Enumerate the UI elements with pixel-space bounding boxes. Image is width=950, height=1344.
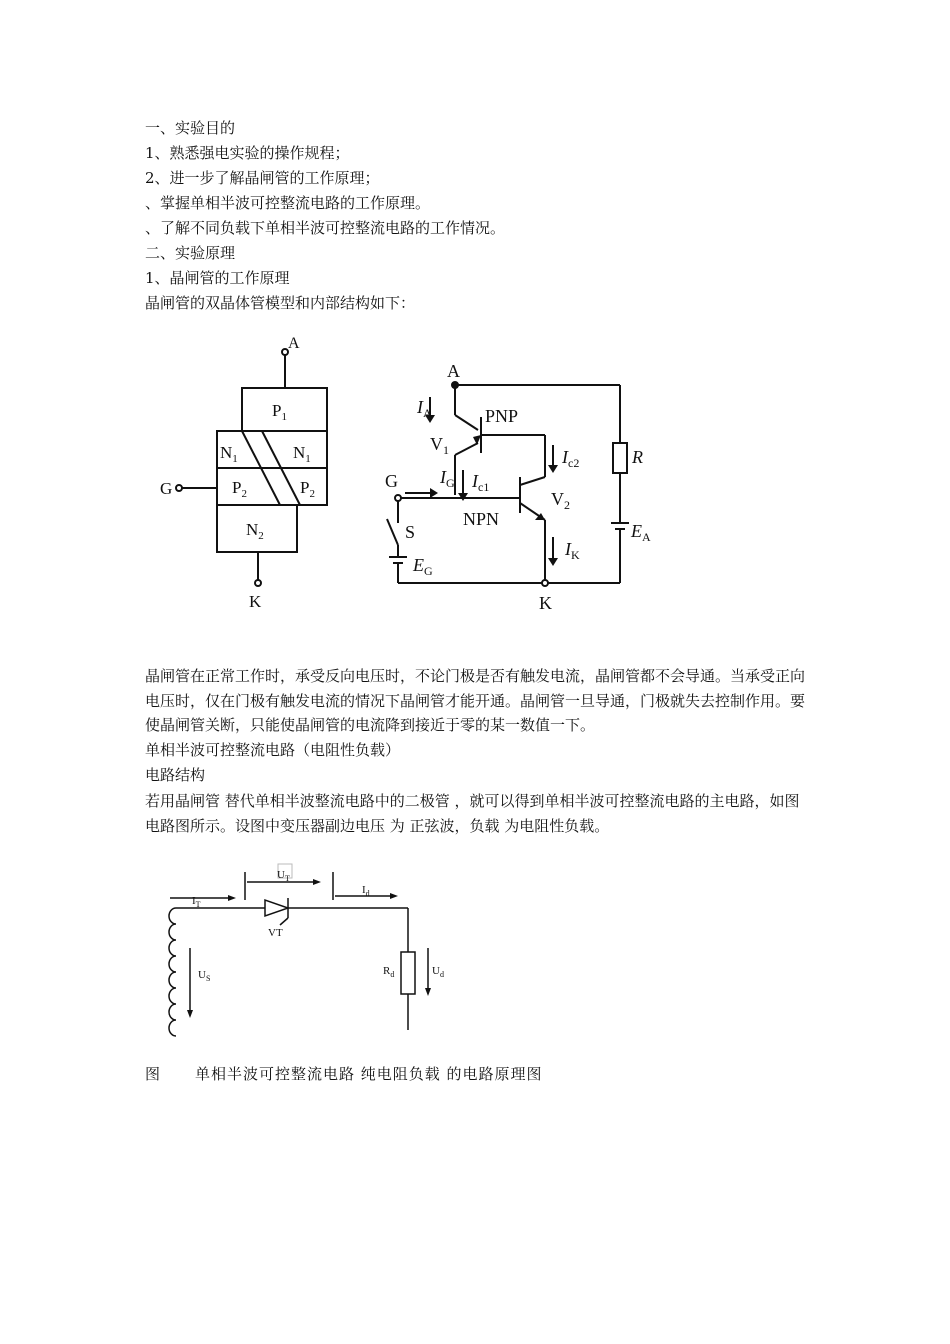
label-A: A: [447, 361, 460, 381]
circuit-description: 若用晶闸管 替代单相半波整流电路中的二极管 ，就可以得到单相半波可控整流电路的主电路，如图 电路图所示。设图中变压器副边电压 为 正弦波，负载 为电阻性负载。: [145, 792, 800, 835]
label-EA: $E_A$: [631, 521, 651, 544]
layer-P2-right: $P_2$: [300, 478, 315, 500]
label-Ud: $U_d$: [432, 965, 444, 979]
two-transistor-model-diagram: [375, 355, 675, 620]
figure-caption: 单相半波可控整流电路 纯电阻负载 的电路原理图: [195, 1065, 543, 1083]
heading-experiment-principle: 二、实验原理: [145, 244, 236, 262]
label-VT: VT: [268, 927, 283, 939]
label-NPN: NPN: [463, 509, 500, 529]
label-EG: $E_G$: [413, 555, 433, 578]
layer-N1-right: $N_1$: [293, 443, 311, 465]
label-IK: $I_K$: [565, 539, 580, 562]
heading-experiment-purpose: 一、实验目的: [145, 119, 236, 137]
label-UT: $U_T$: [277, 869, 290, 883]
label-K: K: [249, 592, 262, 611]
label-IG: $I_G$: [440, 467, 455, 490]
layer-P1: $P_1$: [272, 401, 287, 423]
label-Ic2: $I_{c2}$: [562, 447, 580, 470]
label-Rd: $R_d$: [383, 965, 395, 979]
subheading-circuit-structure: 电路结构: [145, 766, 206, 784]
label-PNP: PNP: [485, 406, 519, 426]
section-half-wave-rectifier: 单相半波可控整流电路（电阻性负载）: [145, 741, 401, 759]
intro-text: 晶闸管的双晶体管模型和内部结构如下：: [145, 294, 416, 312]
layer-N2: $N_2$: [246, 520, 264, 542]
label-G: G: [160, 479, 173, 498]
half-wave-rectifier-diagram: [150, 860, 450, 1040]
label-IA: $I_A$: [417, 397, 432, 420]
figure-caption-prefix: 图: [145, 1065, 161, 1083]
label-V1: $V_1$: [430, 434, 449, 457]
purpose-item-1: 1、熟悉强电实验的操作规程；: [145, 144, 350, 162]
subheading-thyristor-principle: 1、晶闸管的工作原理: [145, 269, 290, 287]
label-R: R: [632, 447, 643, 467]
label-K: K: [539, 593, 552, 613]
purpose-item-2: 2、进一步了解晶闸管的工作原理；: [145, 169, 380, 187]
label-IT: $I_T$: [192, 895, 201, 909]
thyristor-description: 晶闸管在正常工作时，承受反向电压时，不论门极是否有触发电流，晶闸管都不会导通。当承受正向电压时，仅在门极有触发电流的情况下晶闸管才能开通。晶闸管一旦导通，门极就失去控制作用。要使晶闸管关断，只能使晶闸管的电流降到接近于零的某一数值一下。: [145, 667, 806, 734]
label-G: G: [385, 471, 398, 491]
purpose-item-3: 、掌握单相半波可控整流电路的工作原理。: [145, 194, 431, 212]
label-A: A: [288, 335, 300, 352]
label-V2: $V_2$: [551, 489, 570, 512]
label-S: S: [405, 522, 416, 542]
label-Ic1: $I_{c1}$: [472, 471, 490, 494]
thyristor-structure-diagram: [150, 330, 350, 615]
layer-P2-left: $P_2$: [232, 478, 247, 500]
label-US: $U_S$: [198, 969, 211, 983]
purpose-item-4: 、了解不同负载下单相半波可控整流电路的工作情况。: [145, 219, 506, 237]
layer-N1-left: $N_1$: [220, 443, 238, 465]
label-Id: $I_d$: [362, 884, 370, 898]
